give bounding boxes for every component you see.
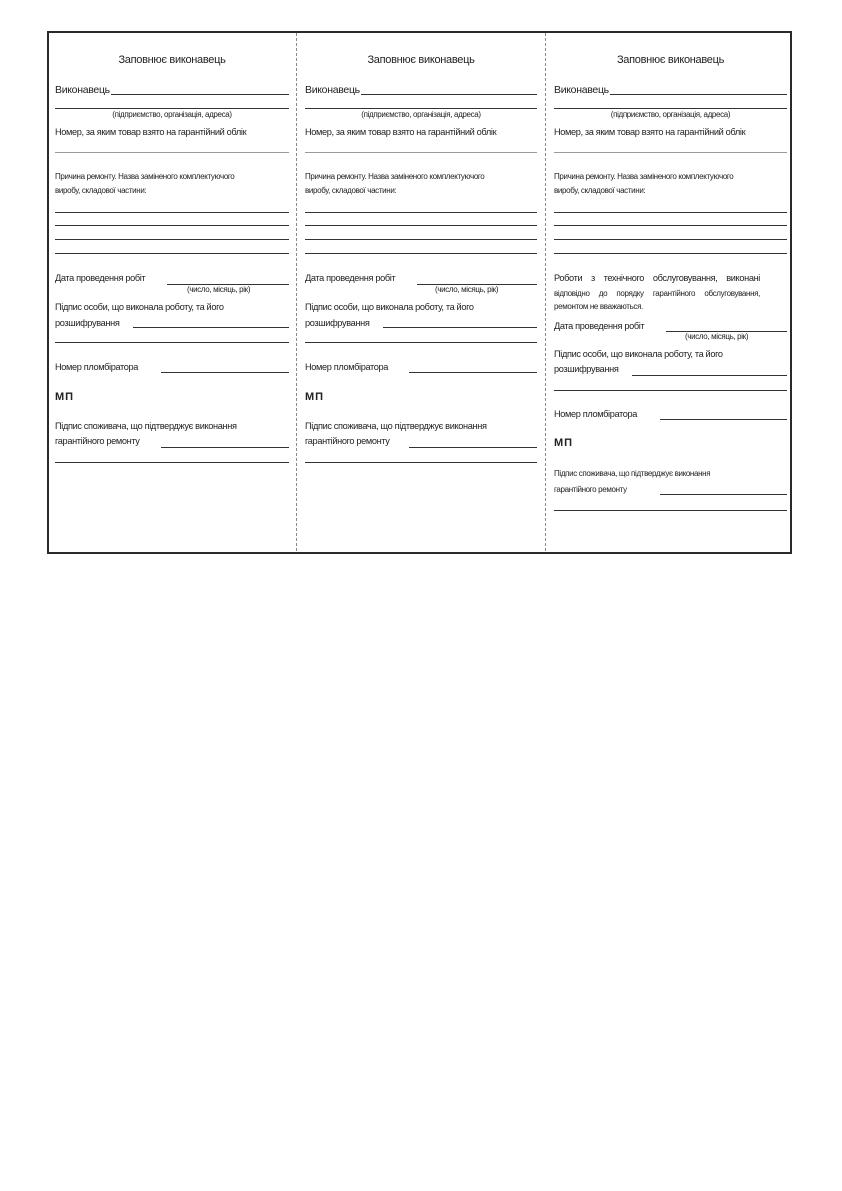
date-hint: (число, місяць, рік) (685, 332, 749, 341)
maintenance-line3: ремонтом не вважаються. (554, 302, 643, 311)
date-label: Дата проведення робіт (55, 273, 146, 283)
repair-reason-field-2[interactable] (554, 225, 787, 226)
repair-reason-field-4[interactable] (554, 253, 787, 254)
date-label: Дата проведення робіт (305, 273, 396, 283)
sealer-label: Номер пломбіратора (55, 362, 139, 372)
consumer-line2: гарантійного ремонту (55, 436, 140, 446)
stamp-label: МП (305, 391, 325, 403)
registration-field[interactable] (305, 152, 537, 153)
registration-label: Номер, за яким товар взято на гарантійний облік (554, 127, 746, 137)
repair-reason-line1: Причина ремонту. Назва заміненого комплектуючого (305, 172, 485, 181)
executor-label: Виконавець (55, 84, 110, 96)
sealer-label: Номер пломбіратора (305, 362, 389, 372)
coupon-title: Заповнює виконавець (616, 54, 725, 66)
signature-field-2[interactable] (305, 342, 537, 343)
consumer-signature-field[interactable] (161, 447, 289, 448)
executor-field[interactable] (111, 94, 289, 95)
signature-line1: Підпис особи, що виконала роботу, та його (55, 302, 224, 312)
consumer-signature-field-2[interactable] (55, 462, 289, 463)
executor-field[interactable] (610, 94, 787, 95)
repair-reason-field-2[interactable] (55, 225, 289, 226)
maintenance-line1: Роботи з технічного обслуговування, виконані (554, 273, 760, 283)
consumer-line1: Підпис споживача, що підтверджує виконання (55, 421, 237, 431)
signature-field[interactable] (383, 327, 537, 328)
stamp-label: МП (554, 437, 574, 449)
coupon-title: Заповнює виконавець (118, 54, 226, 66)
repair-reason-field-1[interactable] (55, 212, 289, 213)
executor-label: Виконавець (554, 84, 609, 96)
repair-reason-line2: виробу, складової частини: (55, 186, 147, 195)
repair-reason-field-4[interactable] (305, 253, 537, 254)
consumer-line1: Підпис споживача, що підтверджує виконання (305, 421, 487, 431)
sealer-label: Номер пломбіратора (554, 409, 638, 419)
coupon-2 (305, 0, 537, 1191)
date-label: Дата проведення робіт (554, 321, 645, 331)
repair-reason-field-3[interactable] (55, 239, 289, 240)
date-hint: (число, місяць, рік) (435, 285, 499, 294)
signature-line2: розшифрування (305, 318, 370, 328)
executor-address-field[interactable] (55, 108, 289, 109)
repair-reason-line2: виробу, складової частини: (554, 186, 646, 195)
consumer-line2: гарантійного ремонту (305, 436, 390, 446)
executor-hint: (підприємство, організація, адреса) (361, 110, 481, 119)
executor-field[interactable] (361, 94, 537, 95)
executor-label: Виконавець (305, 84, 360, 96)
consumer-signature-field-2[interactable] (305, 462, 537, 463)
consumer-signature-field[interactable] (409, 447, 537, 448)
executor-address-field[interactable] (305, 108, 537, 109)
stamp-label: МП (55, 391, 75, 403)
consumer-signature-field[interactable] (660, 494, 787, 495)
signature-field-2[interactable] (55, 342, 289, 343)
registration-field[interactable] (554, 152, 787, 153)
repair-reason-line1: Причина ремонту. Назва заміненого комплектуючого (55, 172, 235, 181)
signature-line2: розшифрування (55, 318, 120, 328)
consumer-line1: Підпис споживача, що підтверджує виконання (554, 469, 711, 478)
repair-reason-field-2[interactable] (305, 225, 537, 226)
repair-reason-field-3[interactable] (554, 239, 787, 240)
registration-field[interactable] (55, 152, 289, 153)
cut-line-2 (545, 33, 546, 551)
repair-reason-line2: виробу, складової частини: (305, 186, 397, 195)
signature-line2: розшифрування (554, 364, 619, 374)
coupon-title: Заповнює виконавець (367, 54, 475, 66)
repair-reason-line1: Причина ремонту. Назва заміненого комплектуючого (554, 172, 734, 181)
executor-hint: (підприємство, організація, адреса) (610, 110, 731, 119)
signature-field[interactable] (133, 327, 289, 328)
repair-reason-field-1[interactable] (305, 212, 537, 213)
executor-address-field[interactable] (554, 108, 787, 109)
sealer-field[interactable] (660, 419, 787, 420)
registration-label: Номер, за яким товар взято на гарантійний облік (55, 127, 247, 137)
sealer-field[interactable] (161, 372, 289, 373)
coupon-1 (55, 0, 289, 1191)
signature-field-2[interactable] (554, 390, 787, 391)
coupon-3 (554, 0, 787, 1191)
signature-line1: Підпис особи, що виконала роботу, та його (554, 349, 723, 359)
cut-line-1 (296, 33, 297, 551)
executor-hint: (підприємство, організація, адреса) (112, 110, 232, 119)
signature-field[interactable] (632, 375, 787, 376)
registration-label: Номер, за яким товар взято на гарантійний облік (305, 127, 497, 137)
repair-reason-field-3[interactable] (305, 239, 537, 240)
signature-line1: Підпис особи, що виконала роботу, та його (305, 302, 474, 312)
repair-reason-field-4[interactable] (55, 253, 289, 254)
consumer-line2: гарантійного ремонту (554, 485, 627, 494)
sealer-field[interactable] (409, 372, 537, 373)
maintenance-line2: відповідно до порядку гарантійного обслуговування, (554, 289, 760, 298)
date-hint: (число, місяць, рік) (187, 285, 251, 294)
consumer-signature-field-2[interactable] (554, 510, 787, 511)
repair-reason-field-1[interactable] (554, 212, 787, 213)
